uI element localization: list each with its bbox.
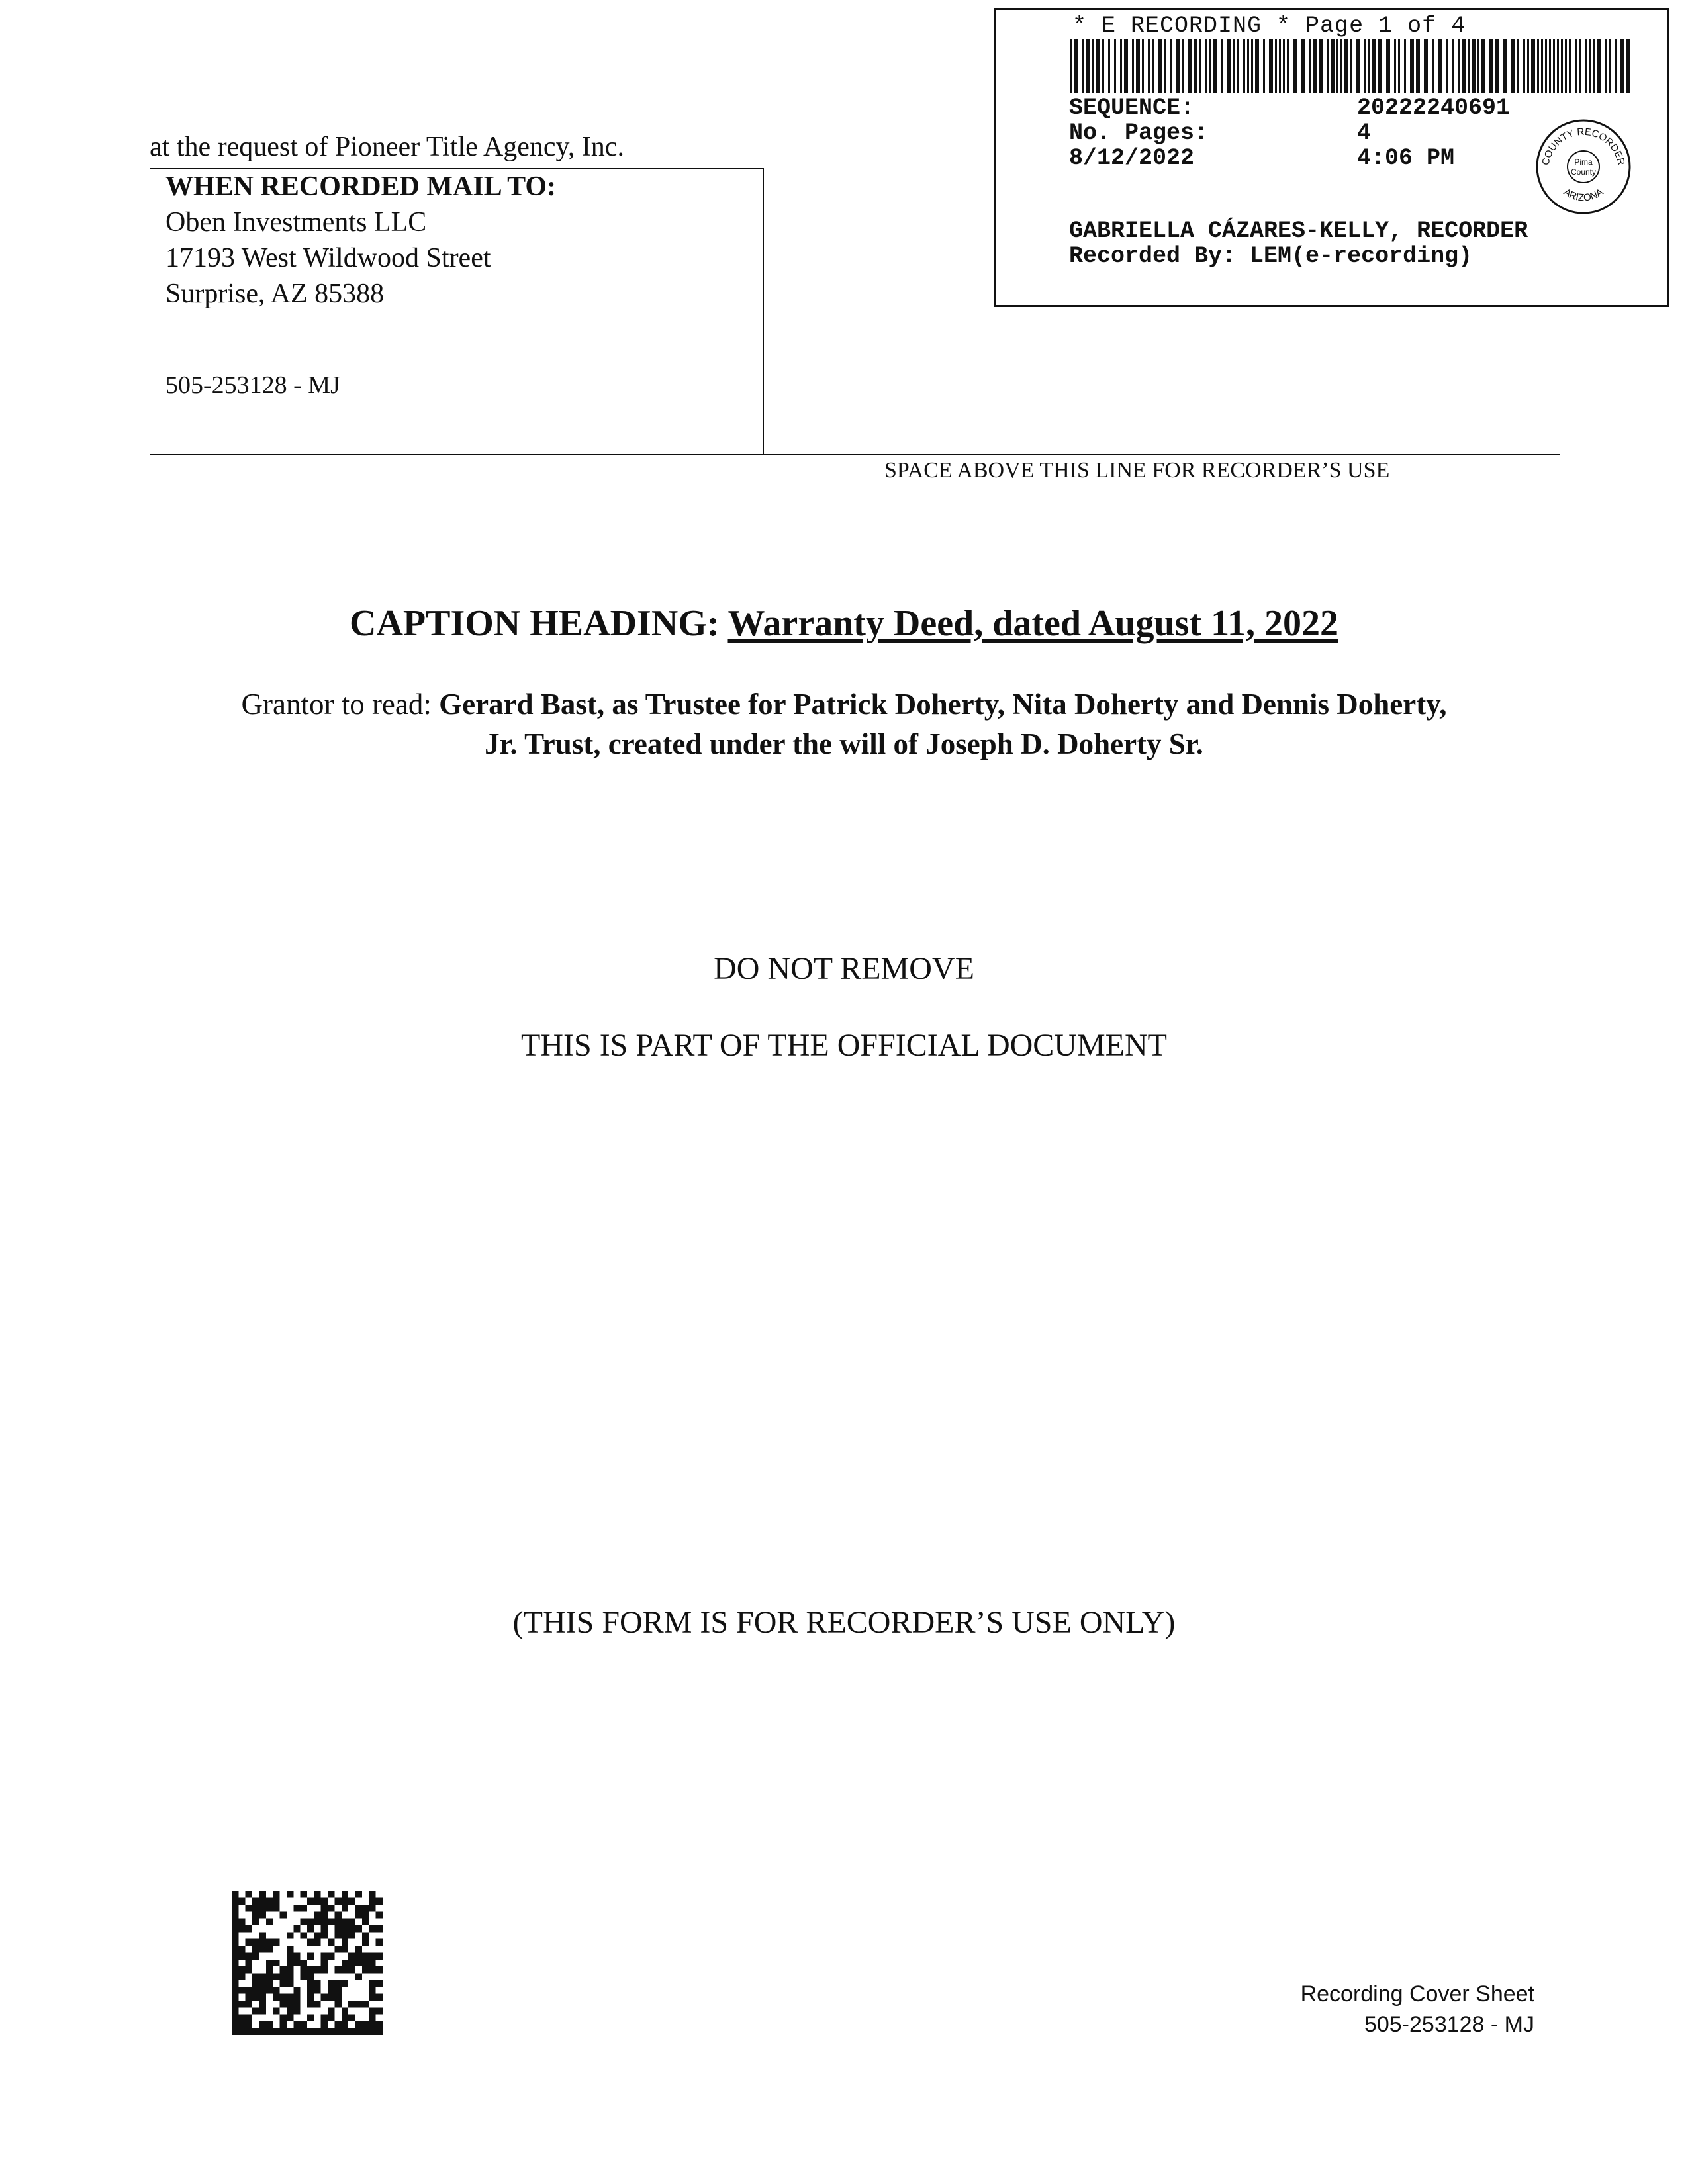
caption-heading xyxy=(0,602,1688,645)
grantor-line-1: Gerard Bast, as Trustee for Patrick Doherty, Nita Doherty and Dennis Doherty, xyxy=(439,688,1447,721)
svg-text:Pima: Pima xyxy=(1574,158,1593,167)
mail-file-number: 505-253128 - MJ xyxy=(165,371,340,399)
recorder-name: GABRIELLA CÁZARES-KELLY, RECORDER xyxy=(1069,218,1528,244)
recorded-by: Recorded By: LEM(e-recording) xyxy=(1069,243,1473,269)
svg-text:ARIZONA: ARIZONA xyxy=(1561,186,1606,204)
svg-text:County: County xyxy=(1570,167,1597,177)
caption-label: CAPTION HEADING: xyxy=(350,603,720,644)
footer-file-number: 505-253128 - MJ xyxy=(1364,2012,1534,2037)
county-recorder-seal-icon xyxy=(1534,117,1633,216)
official-document-notice: THIS IS PART OF THE OFFICIAL DOCUMENT xyxy=(521,1028,1167,1063)
mail-to-city: Surprise, AZ 85388 xyxy=(165,279,385,309)
recorder-space-divider xyxy=(150,454,1560,455)
mail-to-street: 17193 West Wildwood Street xyxy=(165,243,491,273)
do-not-remove: DO NOT REMOVE xyxy=(714,951,974,986)
mail-to-title: WHEN RECORDED MAIL TO: xyxy=(165,171,557,202)
sequence-label: SEQUENCE: xyxy=(1069,95,1195,121)
barcode-image xyxy=(1070,39,1633,93)
grantor-label: Grantor to read: xyxy=(241,688,432,721)
datamatrix-code-image xyxy=(232,1890,383,2036)
recorder-use-note: (THIS FORM IS FOR RECORDER’S USE ONLY) xyxy=(512,1605,1176,1640)
recording-stamp xyxy=(994,8,1669,307)
record-date: 8/12/2022 xyxy=(1069,145,1195,171)
footer-label: Recording Cover Sheet xyxy=(1300,1981,1534,2007)
record-time: 4:06 PM xyxy=(1357,145,1455,171)
recorder-space-note: SPACE ABOVE THIS LINE FOR RECORDER’S USE xyxy=(884,458,1390,482)
stamp-header: * E RECORDING * Page 1 of 4 xyxy=(1072,13,1466,39)
pages-value: 4 xyxy=(1357,120,1372,146)
mail-to-name: Oben Investments LLC xyxy=(165,207,427,238)
grantor-line-2: Jr. Trust, created under the will of Joseph D. Doherty Sr. xyxy=(485,727,1203,760)
request-line: at the request of Pioneer Title Agency, Inc. xyxy=(150,132,624,162)
caption-value: Warranty Deed, dated August 11, 2022 xyxy=(727,603,1338,644)
grantor-block xyxy=(99,684,1589,764)
sequence-value: 20222240691 xyxy=(1357,95,1511,121)
svg-text:COUNTY RECORDER: COUNTY RECORDER xyxy=(1540,126,1627,167)
pages-label: No. Pages: xyxy=(1069,120,1209,146)
